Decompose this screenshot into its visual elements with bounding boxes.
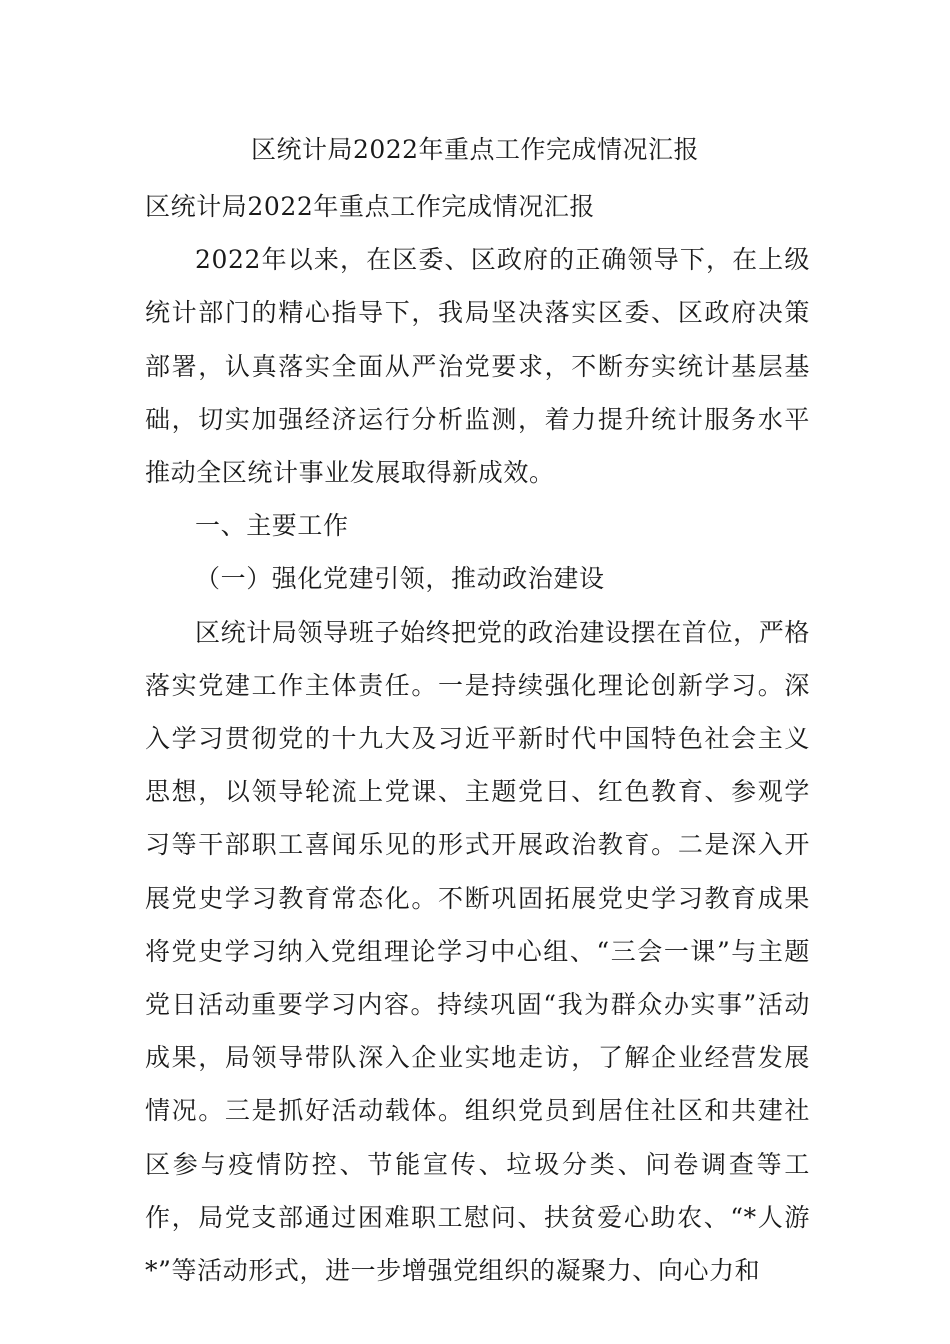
- document-body: [145, 180, 810, 1297]
- intro-paragraph: 2022年以来，在区委、区政府的正确领导下，在上级统计部门的精心指导下，我局坚决落实区委、区政府决策部署，认真落实全面从严治党要求，不断夯实统计基层基础，切实加强经济运行分析监测，着力提升统计服务水平推动全区统计事业发展取得新成效。: [145, 245, 810, 488]
- section-heading: 一、主要工作: [195, 511, 349, 541]
- document-subtitle: 区统计局2022年重点工作完成情况汇报: [145, 192, 596, 221]
- subsection-paragraph: 区统计局领导班子始终把党的政治建设摆在首位，严格落实党建工作主体责任。一是持续强化理论创新学习。深入学习贯彻党的十九大及习近平新时代中国特色社会主义思想，以领导轮流上党课、主题党日、红色教育、参观学习等干部职工喜闻乐见的形式开展政治教育。二是深入开展党史学习教育常态化。不断巩固拓展党史学习教育成果将党史学习纳入党组理论学习中心组、“三会一课”与主题党日活动重要学习内容。持续巩固“我为群众办实事”活动成果，局领导带队深入企业实地走访，了解企业经营发展情况。三是抓好活动载体。组织党员到居住社区和共建社区参与疫情防控、节能宣传、垃圾分类、问卷调查等工作，局党支部通过困难职工慰问、扶贫爱心助农、“*人游*”等活动形式，进一步增强党组织的凝聚力、向心力和: [145, 617, 810, 1286]
- document-title: 区统计局2022年重点工作完成情况汇报: [250, 135, 700, 164]
- subsection-heading: （一）强化党建引领，推动政治建设: [195, 564, 605, 594]
